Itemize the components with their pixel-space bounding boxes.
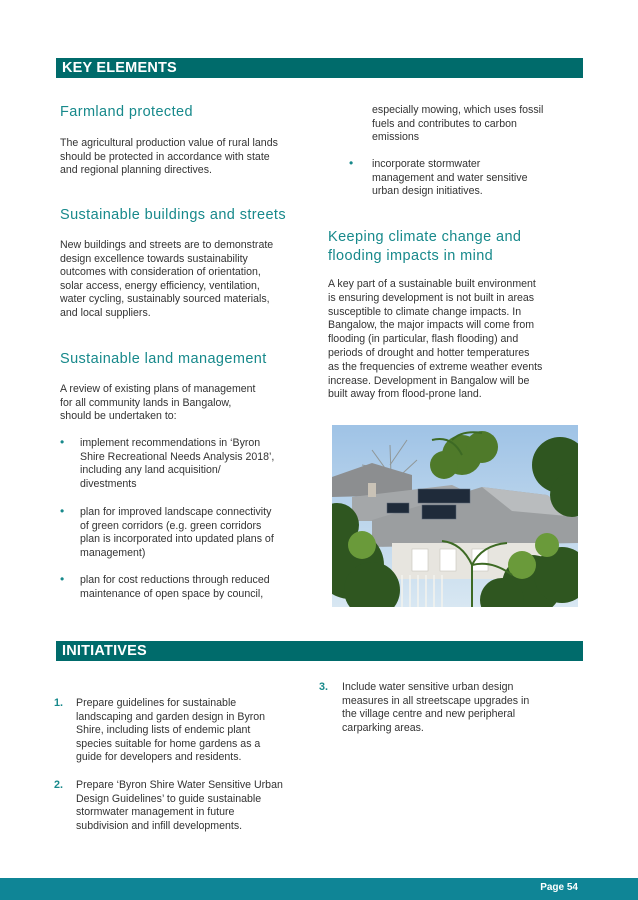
land-bullet-2: plan for improved landscape connectivity of green corridors (e.g. green corridors plan is incorporated into updated plans of management): [80, 506, 274, 559]
bullet-dot: •: [349, 156, 354, 170]
land-bullet-3: plan for cost reductions through reduced maintenance of open space by council,: [80, 574, 270, 600]
buildings-heading: Sustainable buildings and streets: [60, 207, 287, 223]
page-number: Page 54: [540, 882, 578, 893]
land-heading: Sustainable land management: [60, 351, 267, 367]
land-intro: A review of existing plans of management for all community lands in Bangalow, should be undertaken to:: [60, 383, 256, 423]
initiative-1: Prepare guidelines for sustainable landscaping and garden design in Byron Shire, including lists of endemic plant species suitable for home gardens as a guide for developers and residents.: [76, 697, 266, 764]
bullet-continuation: especially mowing, which uses fossil fuels and contributes to carbon emissions: [372, 104, 544, 144]
key-elements-header: KEY ELEMENTS: [56, 58, 583, 78]
bullet-dot: •: [60, 504, 65, 518]
climate-text: A key part of a sustainable built environment is ensuring development is not built in areas susceptible to climate change impacts. In Bangalow, the major impacts will come from flooding (in particular, flash flooding) and periods of drought and hotter temperatures as the frequencies of extreme weather events increase. Development in Bangalow will be built away from flood-prone land.: [328, 278, 543, 401]
stormwater-bullet: incorporate stormwater management and water sensitive urban design initiatives.: [372, 158, 528, 198]
footer-bar: [0, 878, 638, 900]
climate-heading: Keeping climate change and flooding impacts in mind: [328, 229, 522, 264]
initiative-3: Include water sensitive urban design measures in all streetscape upgrades in the village centre and new peripheral carparking areas.: [342, 681, 530, 734]
bullet-dot: •: [60, 435, 65, 449]
bullet-dot: •: [60, 572, 65, 586]
farmland-text: The agricultural production value of rural lands should be protected in accordance with state and regional planning directives.: [60, 137, 278, 177]
item-number: 1.: [54, 697, 64, 709]
house-photo: [332, 425, 578, 607]
initiative-2: Prepare ‘Byron Shire Water Sensitive Urban Design Guidelines’ to guide sustainable stormwater management in future subdivision and infill developments.: [76, 779, 283, 832]
buildings-text: New buildings and streets are to demonstrate design excellence towards sustainability outcomes with consideration of orientation, solar access, energy efficiency, ventilation, water cycling, sustainably sourced materials, and local suppliers.: [60, 239, 274, 319]
farmland-heading: Farmland protected: [60, 104, 193, 120]
item-number: 2.: [54, 779, 64, 791]
initiatives-header: INITIATIVES: [56, 641, 583, 661]
land-bullet-1: implement recommendations in ‘Byron Shire Recreational Needs Analysis 2018’, including any land acquisition/ divestments: [80, 437, 275, 490]
item-number: 3.: [319, 681, 329, 693]
